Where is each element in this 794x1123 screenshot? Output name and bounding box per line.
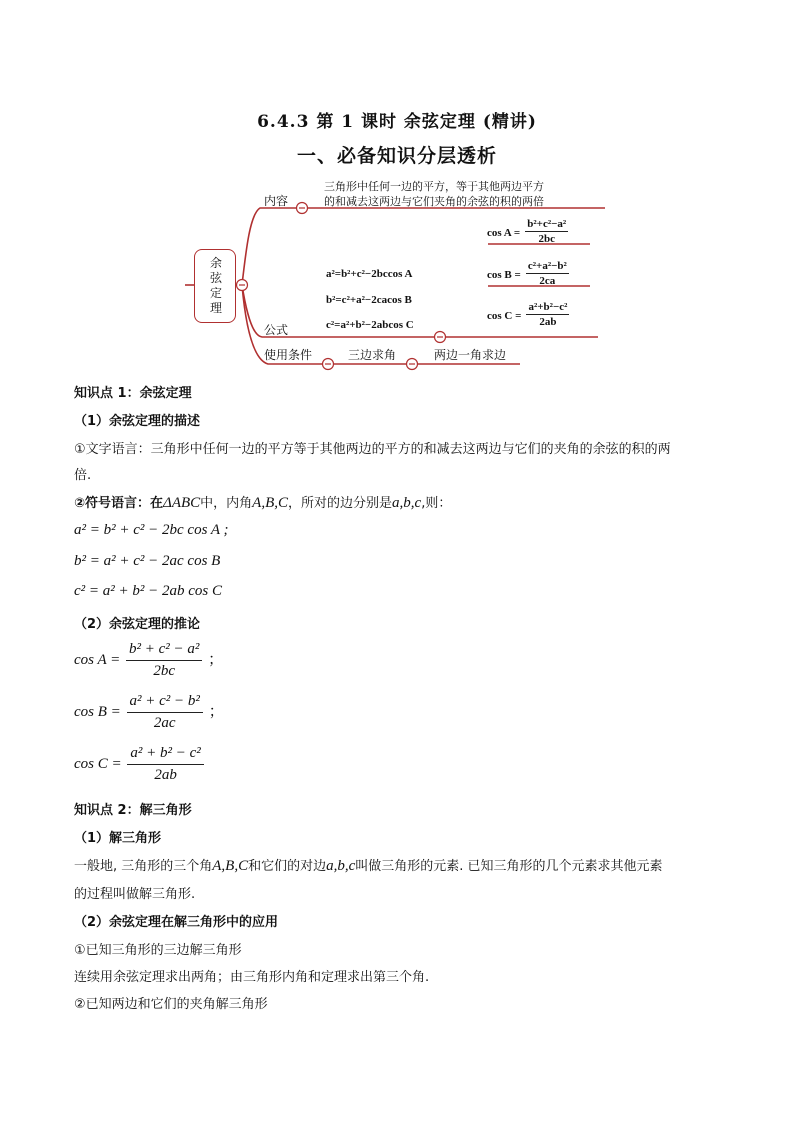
law-b: b²=c²+a²−2cacos B: [326, 294, 412, 306]
kp2-text-a: 一般地, 三角形的三个角: [74, 859, 213, 874]
kp2-item1-text: 连续用余弦定理求出两角；由三角形内角和定理求出第三个角.: [74, 970, 430, 985]
symbolic-mid1: 中，内角: [200, 496, 253, 511]
kp2-item1: ①已知三角形的三边解三角形: [74, 943, 242, 958]
mm-corollary-b-num: c²+a²−b²: [527, 260, 567, 272]
kp2-sub2: （2）余弦定理在解三角形中的应用: [74, 915, 279, 930]
kp1-text-line1: ①文字语言：三角形中任何一边的平方等于其他两边的平方的和减去这两边与它们的夹角的余弦的积的两: [74, 442, 671, 457]
mm-corollary-a-lhs: cos A =: [487, 227, 521, 239]
symbolic-suffix: ,则：: [421, 496, 452, 511]
kp2-sides: a,b,c: [326, 858, 356, 874]
kp1-text-line2: 倍.: [74, 468, 92, 483]
symbolic-angles: A,B,C: [252, 495, 289, 511]
corollary-cos-c: [74, 745, 206, 784]
mm-corollary-b-lhs: cos B =: [487, 269, 521, 281]
corollary-cos-b-lhs: cos B =: [74, 703, 121, 720]
corollary-cos-c-den: 2ab: [154, 767, 177, 783]
mm-corollary-c-den: 2ab: [539, 316, 557, 328]
branch-formula-label: 公式: [264, 323, 289, 337]
kp1-sub2: （2）余弦定理的推论: [74, 617, 201, 632]
branch-content-label: 内容: [264, 194, 289, 208]
mm-corollary-a-den: 2bc: [538, 233, 555, 245]
corollary-cos-c-num: a² + b² − c²: [127, 745, 203, 765]
kp1-heading: 知识点 1：余弦定理: [74, 386, 192, 401]
symbolic-mid2: ，所对的边分别是: [288, 496, 393, 511]
kp2-sub1: （1）解三角形: [74, 831, 162, 846]
usage-item-1: 三边求角: [348, 348, 397, 362]
mm-corollary-c-num: a²+b²−c²: [528, 301, 568, 313]
corollary-cos-a-end: ；: [208, 651, 224, 668]
corollary-cos-c-lhs: cos C =: [74, 755, 122, 772]
kp2-text-line1: [74, 855, 663, 875]
kp1-sub1: （1）余弦定理的描述: [74, 414, 201, 429]
mm-corollary-b: [487, 260, 569, 287]
law-of-cosines-a: a² = b² + c² − 2bc cos A ;: [74, 522, 229, 538]
law-of-cosines-b: b² = a² + c² − 2ac cos B: [74, 553, 221, 569]
corollary-cos-b: [74, 693, 224, 732]
kp1-symbolic-line: [74, 492, 451, 512]
corollary-cos-b-den: 2ac: [153, 715, 176, 731]
corollary-cos-b-num: a² + c² − b²: [127, 693, 203, 713]
kp2-item2: ②已知两边和它们的夹角解三角形: [74, 997, 268, 1012]
law-of-cosines-c: c² = a² + b² − 2ab cos C: [74, 583, 223, 599]
symbolic-triangle: ΔABC: [163, 495, 201, 511]
symbolic-sides: a,b,c: [392, 495, 422, 511]
branch-content-text-1: 三角形中任何一边的平方，等于其他两边平方: [324, 180, 544, 193]
kp2-text-line2: 的过程叫做解三角形.: [74, 887, 196, 902]
law-c: c²=a²+b²−2abcos C: [326, 319, 414, 331]
corollary-cos-a-lhs: cos A =: [74, 651, 121, 668]
corollary-cos-a: [74, 641, 223, 680]
section-title: 一、必备知识分层透析: [296, 145, 497, 167]
mm-corollary-c: [487, 301, 569, 328]
kp2-angles: A,B,C: [212, 858, 249, 874]
kp2-text-b: 和它们的对边: [248, 859, 327, 874]
symbolic-prefix: ②符号语言：在: [74, 496, 164, 511]
page-title: 6.4.3 第 1 课时 余弦定理 (精讲): [257, 112, 537, 132]
corollary-cos-b-end: ；: [208, 703, 224, 720]
corollary-cos-a-den: 2bc: [153, 663, 176, 679]
corollary-cos-a-num: b² + c² − a²: [126, 641, 202, 661]
law-a: a²=b²+c²−2bccos A: [326, 268, 413, 280]
mm-corollary-b-den: 2ca: [539, 275, 556, 287]
branch-content-text-2: 的和减去这两边与它们夹角的余弦的积的两倍: [324, 195, 544, 208]
kp2-heading: 知识点 2：解三角形: [74, 803, 192, 818]
mm-corollary-c-lhs: cos C =: [487, 310, 522, 322]
kp2-text-c: 叫做三角形的元素. 已知三角形的几个元素求其他元素: [355, 859, 663, 874]
mm-corollary-a: [487, 218, 568, 245]
mm-corollary-a-num: b²+c²−a²: [527, 218, 567, 230]
branch-usage-label: 使用条件: [264, 348, 313, 362]
mindmap-root-label: 余弦定理: [209, 256, 222, 315]
usage-item-2: 两边一角求边: [434, 348, 507, 362]
